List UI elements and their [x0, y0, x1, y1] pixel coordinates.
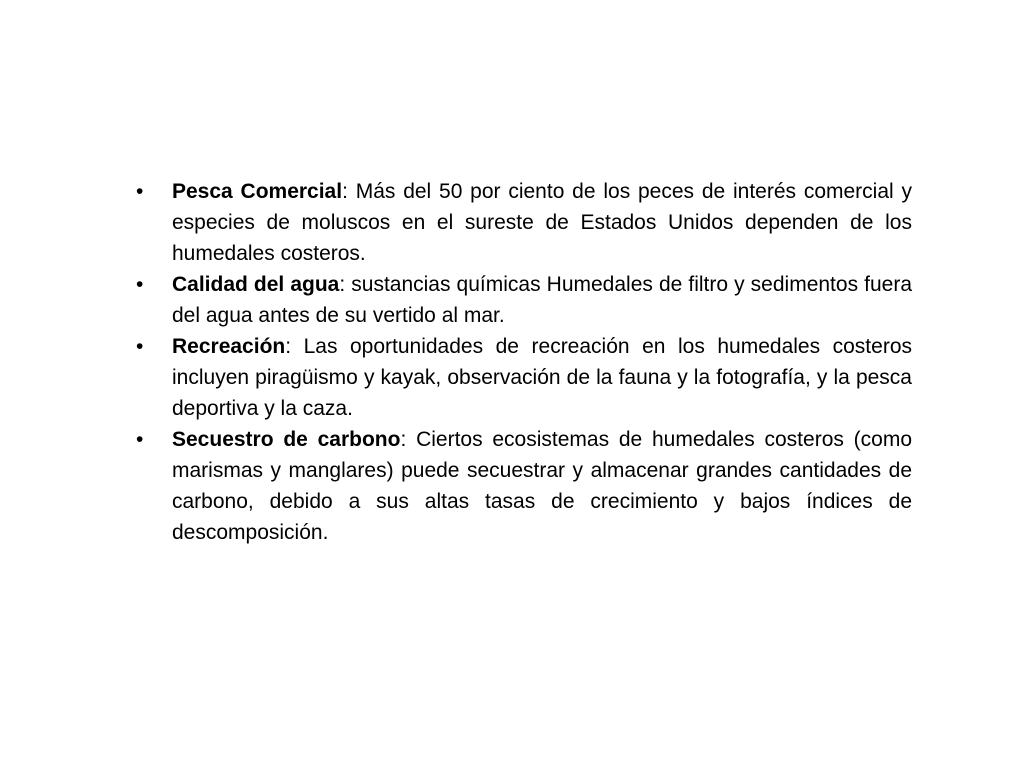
list-item — [136, 331, 912, 424]
list-item — [136, 424, 912, 548]
list-item — [136, 176, 912, 269]
item-text: : Ciertos ecosistemas de humedales costeros (como marismas y manglares) puede secuestrar y almacenar grandes cantidades de carbono, debido a sus altas tasas de crecimiento y bajos índices de descomposición. — [172, 428, 912, 544]
item-text: : Más del 50 por ciento de los peces de interés comercial y especies de moluscos en el sureste de Estados Unidos dependen de los humedales costeros. — [172, 180, 912, 265]
item-term: Calidad del agua — [172, 273, 340, 296]
bullet-list — [136, 176, 912, 548]
item-text: : Las oportunidades de recreación en los humedales costeros incluyen piragüismo y kayak, observación de la fauna y la fotografía, y la pesca deportiva y la caza. — [172, 335, 912, 420]
bullet-icon: • — [136, 180, 144, 203]
item-text: : sustancias químicas Humedales de filtro y sedimentos fuera del agua antes de su vertido al mar. — [172, 273, 913, 327]
list-item — [136, 269, 912, 331]
bullet-icon: • — [136, 428, 144, 451]
item-term: Pesca Comercial — [172, 180, 343, 203]
item-term: Recreación — [172, 335, 286, 358]
item-term: Secuestro de carbono — [172, 428, 401, 451]
bullet-icon: • — [136, 335, 144, 358]
bullet-icon: • — [136, 273, 144, 296]
